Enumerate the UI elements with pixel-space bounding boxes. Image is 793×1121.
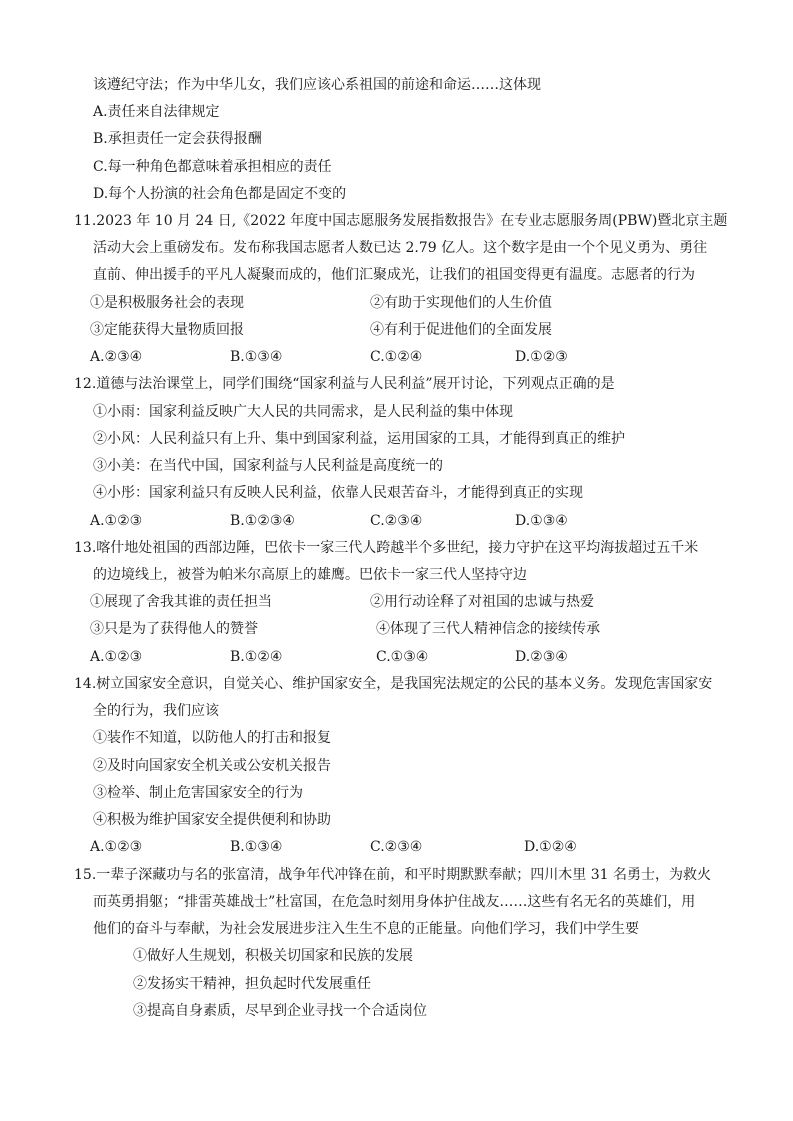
- q13-item-3: ③只是为了获得他人的赞誉: [90, 621, 258, 637]
- q12-option-d: D.①③④: [515, 513, 568, 529]
- q12-options: [90, 512, 650, 530]
- q13-option-b: B.①②④: [230, 649, 283, 665]
- q11-option-c: C.①②④: [370, 349, 423, 365]
- q12-item-1: ①小雨：国家利益反映广大人民的共同需求，是人民利益的集中体现: [93, 404, 513, 420]
- q14-item-3: ③检举、制止危害国家安全的行为: [93, 785, 303, 801]
- q14-stem-line-1: 14.树立国家安全意识，自觉关心、维护国家安全，是我国宪法规定的公民的基本义务。发现危害国家安: [74, 676, 713, 692]
- q10-option-b: B.承担责任一定会获得报酬: [93, 131, 262, 147]
- q15-item-3: ③提高自身素质，尽早到企业寻找一个合适岗位: [133, 1003, 427, 1019]
- q10-stem-tail: 该遵纪守法；作为中华儿女，我们应该心系祖国的前途和命运……这体现: [93, 77, 541, 93]
- q14-option-a: A.①②③: [90, 839, 143, 855]
- q14-option-c: C.②③④: [370, 839, 423, 855]
- q11-stem-line-3: 直前、伸出援手的平凡人凝聚而成的，他们汇聚成光，让我们的祖国变得更有温度。志愿者的行为: [93, 267, 695, 283]
- q11-item-3: ③定能获得大量物质回报: [90, 322, 244, 338]
- q12-item-3: ③小美：在当代中国，国家利益与人民利益是高度统一的: [93, 458, 443, 474]
- q15-item-1: ①做好人生规划，积极关切国家和民族的发展: [133, 948, 413, 964]
- q13-option-c: C.①③④: [376, 649, 429, 665]
- q11-item-1: ①是积极服务社会的表现: [90, 295, 244, 311]
- q13-option-d: D.②③④: [515, 649, 568, 665]
- q11-options: [90, 348, 650, 366]
- q14-option-d: D.①②④: [524, 839, 577, 855]
- q14-options: [90, 838, 650, 856]
- q10-option-d: D.每个人扮演的社会角色都是固定不变的: [93, 186, 347, 202]
- q11-stem-line-2: 活动大会上重磅发布。发布称我国志愿者人数已达 2.79 亿人。这个数字是由一个个见义勇为、勇往: [93, 240, 708, 256]
- q12-stem: 12.道德与法治课堂上，同学们围绕“国家利益与人民利益”展开讨论，下列观点正确的是: [74, 376, 615, 392]
- q14-stem-line-2: 全的行为，我们应该: [93, 703, 219, 719]
- q15-stem-line-2: 而英勇捐躯；“排雷英雄战士”杜富国，在危急时刻用身体护住战友……这些有名无名的英雄们，用: [93, 894, 696, 910]
- q13-stem-line-1: 13.喀什地处祖国的西部边陲，巴依卡一家三代人跨越半个多世纪，接力守护在这平均海拔超过五千米: [74, 540, 699, 556]
- q11-item-4: ④有利于促进他们的全面发展: [370, 322, 552, 338]
- q13-option-a: A.①②③: [90, 649, 143, 665]
- q13-item-4: ④体现了三代人精神信念的接续传承: [376, 621, 600, 637]
- q13-options: [90, 648, 650, 666]
- q14-item-1: ①装作不知道，以防他人的打击和报复: [93, 730, 331, 746]
- q11-option-d: D.①②③: [515, 349, 568, 365]
- q11-option-a: A.②③④: [90, 349, 143, 365]
- q12-option-a: A.①②③: [90, 513, 143, 529]
- q11-item-2: ②有助于实现他们的人生价值: [370, 295, 552, 311]
- q14-item-4: ④积极为维护国家安全提供便利和协助: [93, 812, 331, 828]
- q15-stem-line-1: 15.一辈子深藏功与名的张富清，战争年代冲锋在前，和平时期默默奉献；四川木里 31 名勇士，为救火: [74, 867, 711, 883]
- q14-item-2: ②及时向国家安全机关或公安机关报告: [93, 758, 331, 774]
- q15-stem-line-3: 他们的奋斗与奉献，为社会发展进步注入生生不息的正能量。向他们学习，我们中学生要: [93, 921, 639, 937]
- q14-option-b: B.①③④: [230, 839, 283, 855]
- q11-stem-line-1: 11.2023 年 10 月 24 日,《2022 年度中国志愿服务发展指数报告》在专业志愿服务周(PBW)暨北京主题: [74, 213, 728, 229]
- q13-item-1: ①展现了舍我其谁的责任担当: [90, 594, 272, 610]
- q12-option-b: B.①②③④: [230, 513, 295, 529]
- q12-option-c: C.②③④: [370, 513, 423, 529]
- q12-item-2: ②小风：人民利益只有上升、集中到国家利益，运用国家的工具，才能得到真正的维护: [93, 431, 625, 447]
- q10-option-a: A.责任来自法律规定: [93, 104, 220, 120]
- q15-item-2: ②发扬实干精神，担负起时代发展重任: [133, 976, 371, 992]
- q11-option-b: B.①③④: [230, 349, 283, 365]
- q10-option-c: C.每一种角色都意味着承担相应的责任: [93, 159, 332, 175]
- q12-item-4: ④小彤：国家利益只有反映人民利益，依靠人民艰苦奋斗，才能得到真正的实现: [93, 485, 583, 501]
- q13-stem-line-2: 的边境线上，被誉为帕米尔高原上的雄鹰。巴依卡一家三代人坚持守边: [93, 567, 527, 583]
- q13-item-2: ②用行动诠释了对祖国的忠诚与热爱: [370, 594, 594, 610]
